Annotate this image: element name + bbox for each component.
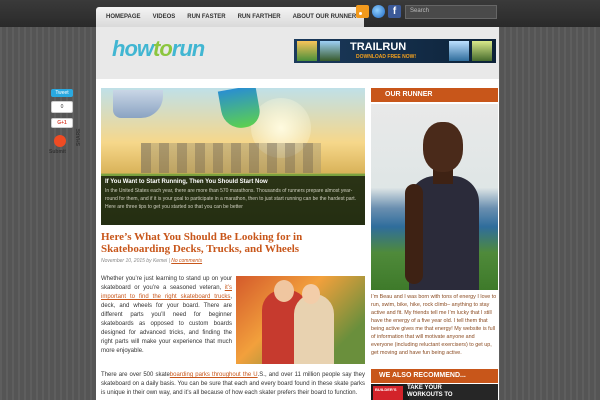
post-image-couple <box>236 276 365 364</box>
featured-post-slider[interactable] <box>101 88 365 225</box>
feature-image-shoe <box>113 90 163 118</box>
globe-icon[interactable] <box>372 5 385 18</box>
runner-figure <box>405 184 423 284</box>
post-body-paragraph <box>101 275 232 356</box>
featured-excerpt: In the United States each year, there are more than 570 marathons. Thousands of runners prepare almost year-round for them, and if it is your goal to participate in a marathon, then to just start running can be the hardest part. Here are three tips to get you started so that you can be better <box>105 188 356 210</box>
nav-homepage[interactable]: HOMEPAGE <box>106 14 141 20</box>
nav-run-faster[interactable]: RUN FASTER <box>187 14 226 20</box>
para-text: .S., and over 11 million people say they skateboard on a daily basis. You can be sure that each and every board found in these skate parks is unique in their own way, and it’s all because of how each skater prefers their board to function. <box>101 372 365 396</box>
search-input[interactable]: Search <box>405 5 497 19</box>
trailrun-banner-ad[interactable] <box>294 39 496 63</box>
rss-icon[interactable] <box>356 5 369 18</box>
nav-run-farther[interactable]: RUN FARTHER <box>237 14 281 20</box>
post-body-paragraph <box>101 371 365 398</box>
ad-text-line: TAKE YOUR <box>407 385 442 391</box>
feature-image-skyline <box>141 143 321 173</box>
facebook-icon[interactable]: f <box>388 5 401 18</box>
nav-about-our-runner[interactable]: ABOUT OUR RUNNER <box>292 14 357 20</box>
our-runner-heading: OUR RUNNER <box>371 88 498 102</box>
runner-figure <box>423 122 463 172</box>
google-plus-button[interactable]: G+1 <box>51 118 73 128</box>
stumbleupon-icon[interactable] <box>54 135 66 147</box>
post-date-author: November 10, 2015 by Kemei | <box>101 258 172 264</box>
logo-part-to: to <box>153 36 172 61</box>
para-text: There are over 500 skate <box>101 372 170 378</box>
ad-text <box>407 385 453 399</box>
ad-brand-tag: BUILDER’S <box>373 386 403 400</box>
site-header <box>96 27 499 79</box>
recommend-heading: WE ALSO RECOMMEND... <box>371 369 498 383</box>
post-meta <box>101 258 202 264</box>
skateboarding-parks-link[interactable]: boarding parks throughout the U <box>169 372 258 378</box>
share-count: 0 <box>51 101 73 113</box>
para-text: , deck, and wheels for your board. There are different parts you’ll need for beginner skateboards as opposed to custom boards designed for advanced tricks, and finding the right parts will make your experience that much more enjoyable. <box>101 294 232 354</box>
nav-videos[interactable]: VIDEOS <box>152 14 176 20</box>
couple-face <box>274 280 294 302</box>
ad-text-line: WORKOUTS TO <box>407 392 453 398</box>
main-nav <box>96 7 364 27</box>
banner-title: TRAILRUN <box>350 41 407 53</box>
banner-thumb <box>297 41 317 61</box>
submit-button[interactable]: Submit <box>49 149 66 155</box>
recommend-ad[interactable] <box>371 384 498 400</box>
post-title[interactable]: Here’s What You Should Be Looking for in Skateboarding Decks, Trucks, and Wheels <box>101 231 303 255</box>
banner-thumb <box>320 41 340 61</box>
featured-title[interactable]: If You Want to Start Running, Then You Should Start Now <box>105 179 268 185</box>
skateboard-trucks-link[interactable]: it’s important to find the right skateboard trucks <box>101 285 232 300</box>
banner-thumb <box>472 41 492 61</box>
share-widget <box>48 86 86 162</box>
para-text: Whether you’re just learning to stand up on your skateboard or you’re a seasoned veteran, <box>101 276 232 291</box>
site-logo[interactable] <box>112 36 204 62</box>
couple-face <box>302 284 320 304</box>
runner-photo <box>371 104 498 290</box>
banner-subtitle: DOWNLOAD FREE NOW! <box>356 54 416 60</box>
couple-figure <box>294 294 334 364</box>
tweet-button[interactable]: Tweet <box>51 89 73 97</box>
share-label: SHARE <box>76 128 82 146</box>
runner-bio: I’m Beau and I was born with tons of energy I love to run, swim, bike, hike, rock climb– anything to stay active and fit. My friends tell me I’m lucky that I still have the energy of a five year old. I tell them that being active gives me that energy! My website is full of information that will motivate anyone and everyone (including reluctant exercisers) to get up, get moving and have fun being active. <box>371 294 497 356</box>
banner-thumb <box>449 41 469 61</box>
logo-part-how: how <box>112 36 153 61</box>
logo-part-run: run <box>171 36 205 61</box>
featured-caption <box>101 176 365 225</box>
comments-link[interactable]: No comments <box>171 258 203 264</box>
